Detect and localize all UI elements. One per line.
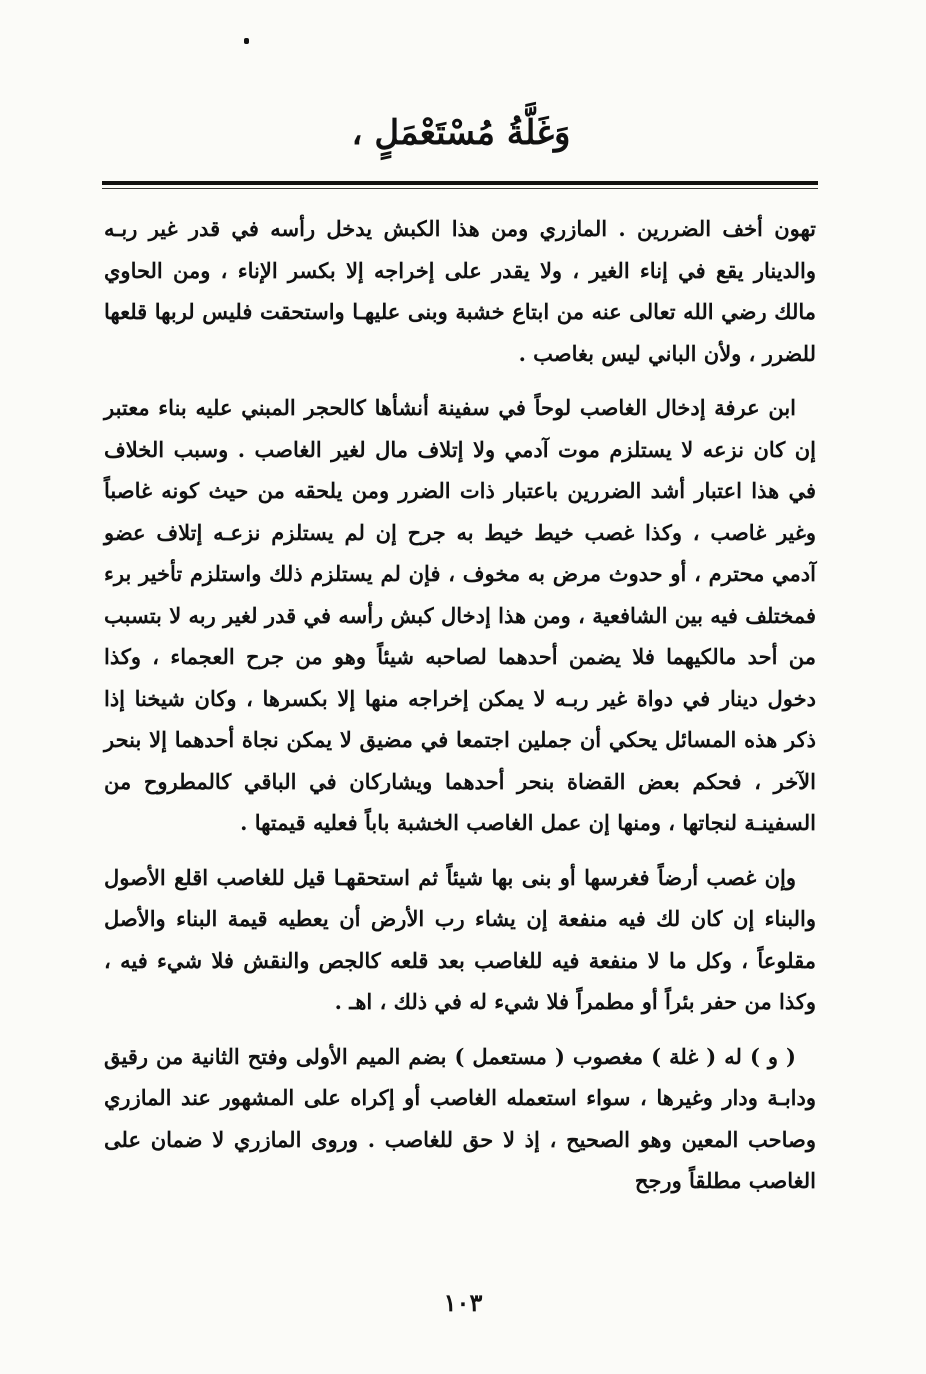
page-header: [104, 108, 818, 158]
paragraph: ابن عرفة إدخال الغاصب لوحاً في سفينة أنشأها كالحجر المبني عليه بناء معتبر إن كان نزعه لا يستلزم موت آدمي ولا إتلاف مال لغير الغاصب . وسبب الخلاف في هذا اعتبار أشد الضررين باعتبار ذات الضرر ومن يلحقه من حيث كونه غاصباً وغير غاصب ، وكذا غصب خيط خيط به جرح إن لم يستلزم نزعـه إتلاف عضو آدمي محترم ، أو حدوث مرض به مخوف ، فإن لم يستلزم ذلك واستلزم تأخير برء فمختلف فيه بين الشافعية ، ومن هذا إدخال كبش رأسه في قدر لغير ربه لا بتسبب من أحد مالكيهما فلا يضمن أحدهما لصاحبه شيئاً وهو من جرح العجماء ، وكذا دخول دينار في دواة غير ربـه لا يمكن إخراجه منها إلا بكسرها ، وكان شيخنا إذا ذكر هذه المسائل يحكي أن جملين اجتمعا في مضيق لا يمكن نجاة أحدهما إلا بنحر الآخر ، فحكم بعض القضاة بنحر أحدهما ويشاركان في الباقي كالمطروح من السفينـة لنجاتها ، ومنها إن عمل الغاصب الخشبة باباً فعليه قيمتها .: [104, 395, 816, 835]
ink-speck: [244, 38, 249, 44]
paragraph: ( و ) له ( غلة ) مغصوب ( مستعمل ) بضم الميم الأولى وفتح الثانية من رقيق ودابـة ودار وغيرها ، سواء استعمله الغاصب أو إكراه على المشهور عند المازري وصاحب المعين وهو الصحيح ، إذ لا حق للغاصب . وروى المازري لا ضمان على الغاصب مطلقاً ورجح: [104, 1043, 816, 1193]
header-rule: [102, 181, 818, 185]
page-number: ١٠٣: [443, 1288, 483, 1317]
paragraph: تهون أخف الضررين . المازري ومن هذا الكبش يدخل رأسه في قدر غير ربـه والدينار يقع في إناء الغير ، ولا يقدر على إخراجه إلا بكسر الإناء ، ومن الحاوي مالك رضي الله تعالى عنه من ابتاع خشبة وبنى عليهـا واستحقت فليس لربها قلعها للضرر ، ولأن الباني ليس بغاصب .: [104, 216, 816, 366]
header-title: وَغَلَّةُ مُسْتَعْمَلٍ ،: [351, 113, 571, 153]
header-rule-thin: [102, 188, 818, 189]
paragraph: وإن غصب أرضاً فغرسها أو بنى بها شيئاً ثم استحقهـا قيل للغاصب اقلع الأصول والبناء إن كان لك فيه منفعة إن يشاء رب الأرض أن يعطيه قيمة البناء والأصل مقلوعاً ، وكل ما لا منفعة فيه للغاصب بعد قلعه كالجص والنقش فلا شيء فيه ، وكذا من حفر بئراً أو مطمراً فلا شيء له في ذلك ، اهـ .: [104, 864, 816, 1014]
body-text: [104, 208, 816, 1215]
